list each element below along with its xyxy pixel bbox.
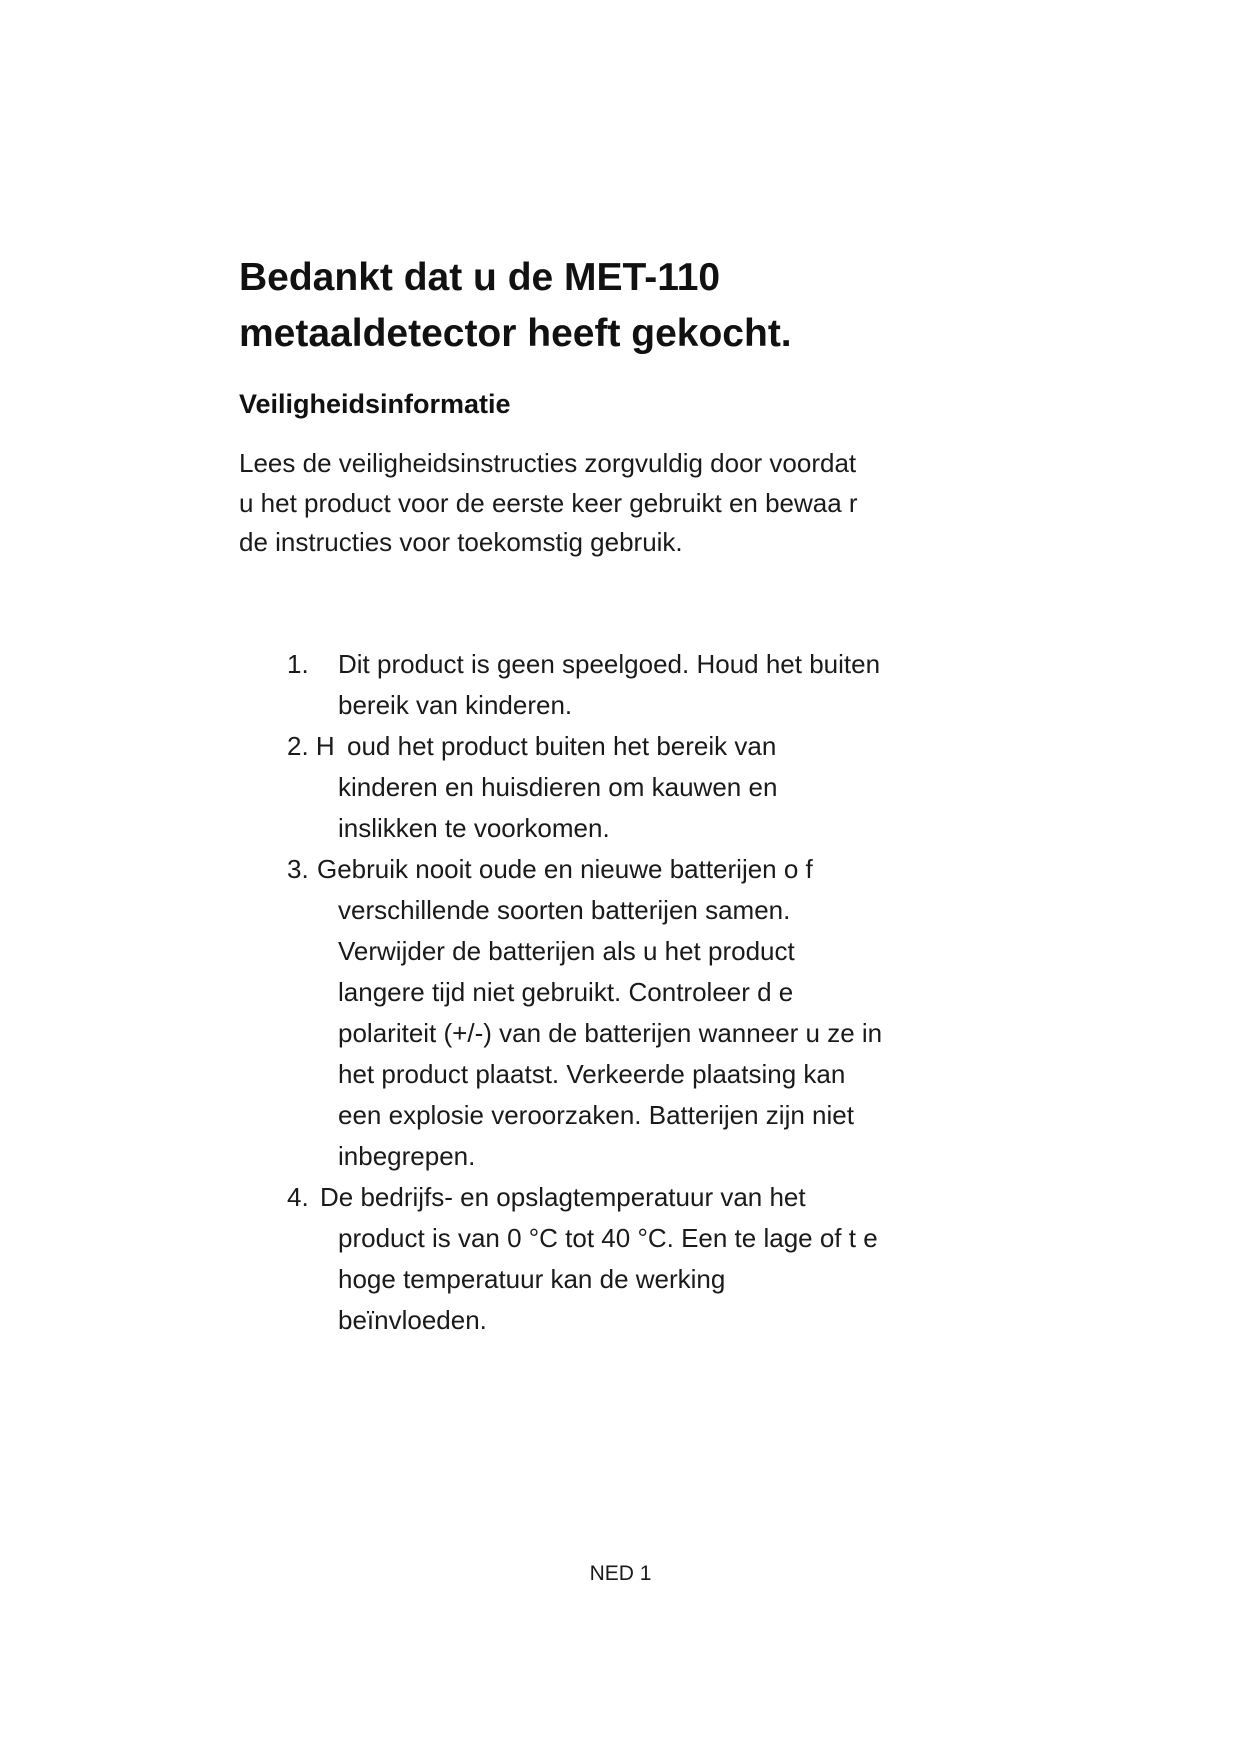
title-line: Bedankt dat u de MET-110 (239, 256, 721, 299)
item-text (317, 849, 1047, 1177)
item-line: oud het product buiten het bereik van (347, 731, 777, 761)
item-text (338, 726, 1047, 849)
intro-line: de instructies voor toekomstig gebruik. (239, 527, 683, 557)
item-line: polariteit (+/-) van de batterijen wanneer u ze in (338, 1018, 883, 1048)
item-line: een explosie veroorzaken. Batterijen zijn niet (338, 1100, 854, 1130)
item-number: 2. H (287, 731, 335, 761)
safety-item (287, 1177, 1047, 1341)
item-text (338, 644, 1047, 726)
item-line: het product plaatst. Verkeerde plaatsing kan (338, 1059, 846, 1089)
intro-line: u het product voor de eerste keer gebruikt en bewaa r (239, 487, 858, 518)
item-line: verschillende soorten batterijen samen. (338, 895, 791, 925)
item-line: Dit product is geen speelgoed. Houd het buiten (338, 649, 881, 679)
title-line: metaaldetector heeft gekocht. (239, 312, 792, 355)
item-number: 1. (287, 649, 309, 679)
item-line: product is van 0 °C tot 40 °C. Een te lage of t e (338, 1223, 878, 1253)
item-number: 3. (287, 854, 309, 884)
item-line: Verwijder de batterijen als u het product (338, 936, 795, 966)
safety-list (287, 644, 1047, 1341)
intro-paragraph (239, 444, 858, 563)
page-number: NED 1 (589, 1562, 652, 1585)
item-line: hoge temperatuur kan de werking (338, 1264, 726, 1294)
item-line: beïnvloeden. (338, 1305, 487, 1335)
item-line: De bedrijfs- en opslagtemperatuur van het (320, 1182, 806, 1212)
item-line: inslikken te voorkomen. (338, 813, 610, 843)
intro-line: Lees de veiligheidsinstructies zorgvuldig door voordat (239, 448, 857, 478)
item-line: kinderen en huisdieren om kauwen en (338, 772, 778, 802)
item-number: 4. (287, 1182, 309, 1212)
section-heading: Veiligheidsinformatie (239, 389, 511, 419)
safety-item (287, 849, 1047, 1177)
safety-item (287, 644, 1047, 726)
item-line: langere tijd niet gebruikt. Controleer d e (338, 977, 794, 1007)
item-line: inbegrepen. (338, 1141, 476, 1171)
safety-item (287, 726, 1047, 849)
item-line: Gebruik nooit oude en nieuwe batterijen o f (317, 854, 813, 884)
item-text (320, 1177, 1047, 1341)
page-title (239, 250, 1039, 362)
item-line: bereik van kinderen. (338, 690, 573, 720)
